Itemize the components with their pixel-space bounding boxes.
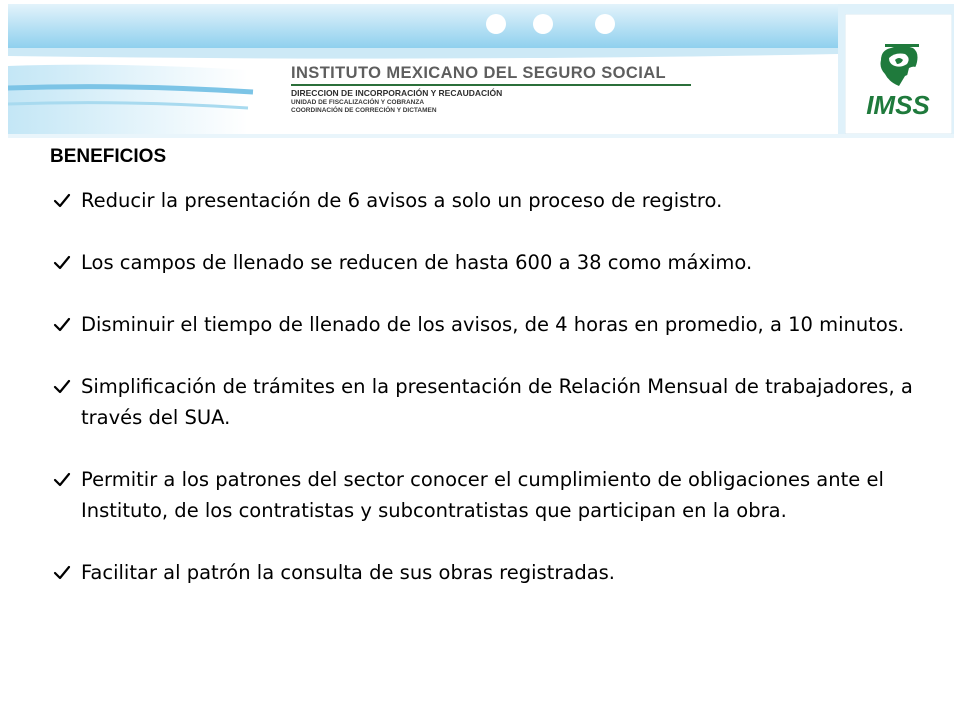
institute-name: INSTITUTO MEXICANO DEL SEGURO SOCIAL <box>291 64 666 82</box>
institute-line-2: UNIDAD DE FISCALIZACIÓN Y COBRANZA <box>291 99 425 106</box>
benefit-item <box>50 247 920 278</box>
header-dot <box>595 14 615 34</box>
imss-logo-text: IMSS <box>866 90 930 120</box>
benefit-text: Los campos de llenado se reducen de hasta 600 a 38 como máximo. <box>81 251 753 274</box>
checkmark-icon <box>53 564 71 582</box>
institute-divider <box>291 84 691 86</box>
benefit-text: Reducir la presentación de 6 avisos a solo un proceso de registro. <box>81 189 723 212</box>
benefit-text: Disminuir el tiempo de llenado de los avisos, de 4 horas en promedio, a 10 minutos. <box>81 313 905 336</box>
checkmark-icon <box>53 378 71 396</box>
section-title: BENEFICIOS <box>50 146 167 167</box>
benefits-list <box>50 185 920 619</box>
checkmark-icon <box>53 316 71 334</box>
header-dots <box>478 14 628 36</box>
header-banner <box>8 4 954 138</box>
benefit-item <box>50 371 920 433</box>
checkmark-icon <box>53 254 71 272</box>
benefit-text: Permitir a los patrones del sector conocer el cumplimiento de obligaciones ante el Instituto, de los contratistas y subcontratistas que participan en la obra. <box>81 468 884 522</box>
benefit-text: Simplificación de trámites en la presentación de Relación Mensual de trabajadores, a través del SUA. <box>81 375 913 429</box>
benefit-text: Facilitar al patrón la consulta de sus obras registradas. <box>81 561 616 584</box>
institute-line-3: COORDINACIÓN DE CORRECIÓN Y DICTAMEN <box>291 107 437 114</box>
checkmark-icon <box>53 471 71 489</box>
benefit-item <box>50 557 920 588</box>
imss-logo <box>845 14 952 134</box>
header-dot <box>533 14 553 34</box>
header-dot <box>486 14 506 34</box>
institute-heading <box>291 64 711 114</box>
benefit-item <box>50 309 920 340</box>
checkmark-icon <box>53 192 71 210</box>
benefit-item <box>50 185 920 216</box>
benefit-item <box>50 464 920 526</box>
institute-line-1: DIRECCION DE INCORPORACIÓN Y RECAUDACIÓN <box>291 88 503 98</box>
